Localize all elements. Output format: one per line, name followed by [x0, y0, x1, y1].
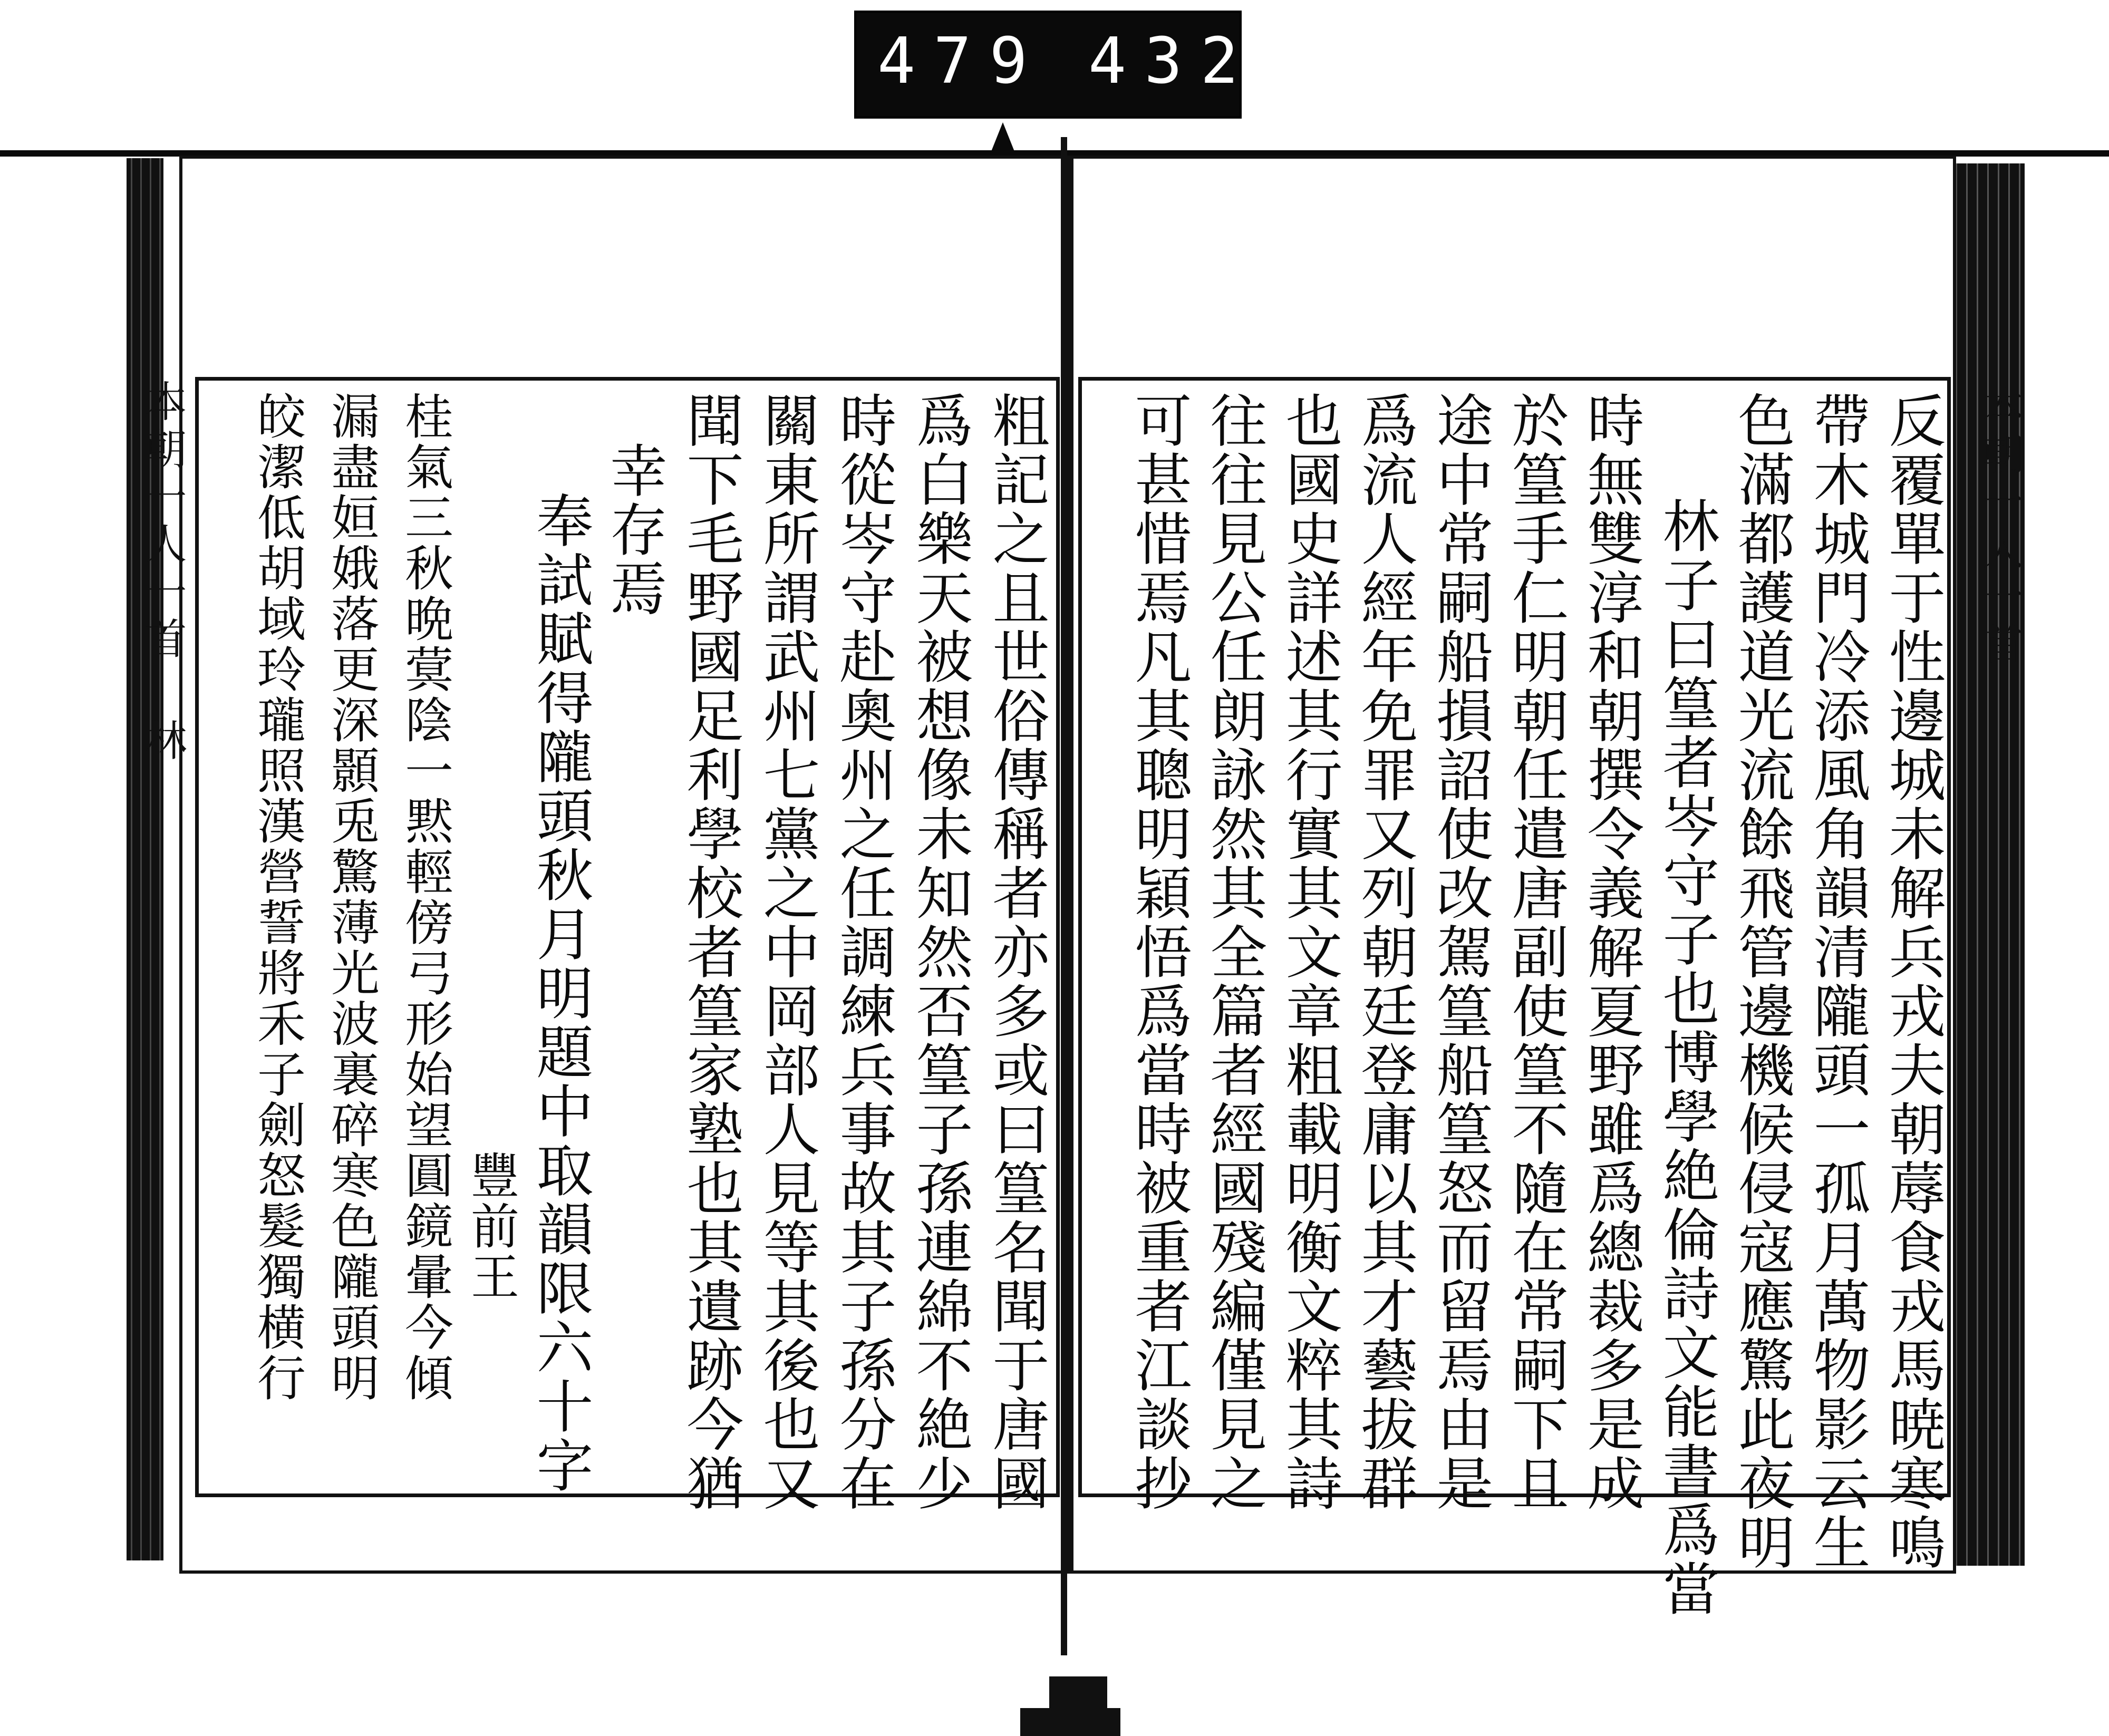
- text-column: 粗記之且世俗傳稱者亦多或曰篁名聞于唐國: [983, 391, 1049, 1513]
- left-book-edge: [127, 158, 163, 1560]
- film-frame-label: [854, 11, 1312, 119]
- text-column: 林子曰篁者岑守子也博學絶倫詩文能書爲當: [1653, 497, 1719, 1618]
- poem-line: 桂氣三秋晩蓂陰一黙輕傍弓形始望圓鏡暈今傾: [397, 391, 453, 1403]
- text-column: 關東所謂武州七黨之中岡部人見等其後也又: [753, 391, 819, 1513]
- text-column: 可甚惜焉凡其聰明穎悟爲當時被重者江談抄: [1125, 391, 1191, 1513]
- text-column: 幸存焉: [601, 441, 666, 618]
- text-column: 色滿都護道光流餘飛管邊機候侵寇應驚此夜明: [1728, 391, 1794, 1572]
- text-column: 往往見公任朗詠然其全篇者經國殘編僅見之: [1201, 391, 1266, 1513]
- text-column: 時無雙淳和朝撰令義解夏野雖爲總裁多是成: [1578, 391, 1643, 1513]
- right-text-frame: [1078, 377, 1951, 1618]
- frame-number-b: 432.: [1088, 25, 1312, 98]
- poem-line: 漏盡姮娥落更深顥兎驚薄光波裏碎寒色隴頭明: [323, 391, 380, 1403]
- poem-title: 奉試賦得隴頭秋月明題中取韻限六十字: [527, 491, 593, 1495]
- text-column: 爲流人經年免罪又列朝廷登庸以其才藝拔群: [1351, 391, 1417, 1513]
- poet-name: 豐前王: [463, 1150, 519, 1302]
- frame-number-a: 479: [877, 25, 1046, 98]
- text-column: 時從岑守赴奧州之任調練兵事故其子孫分在: [830, 391, 896, 1513]
- poem-line: 皎潔低胡域玲瓏照漢營誓將禾子劍怒髮獨横行: [249, 391, 306, 1403]
- right-margin-title: 本朝一人一首: [1975, 385, 2024, 670]
- book-spine: [1061, 137, 1067, 1655]
- right-book-edge: [1951, 163, 2025, 1566]
- text-column: 聞下毛野國足利學校者篁家塾也其遺跡今猶: [677, 391, 743, 1513]
- spine-clip-base: [1020, 1708, 1120, 1736]
- text-column: 反覆單于性邊城未解兵戎夫朝蓐食戎馬暁寒鳴: [1879, 391, 1945, 1572]
- text-column: 也國史詳述其行實其文章粗載明衡文粹其詩: [1276, 391, 1342, 1513]
- left-text-frame: [195, 377, 1060, 1513]
- text-column: 帶木城門冷添風角韻清隴頭一孤月萬物影云生: [1804, 391, 1870, 1572]
- text-column: 於篁手仁明朝任遣唐副使篁不隨在常嗣下且: [1502, 391, 1568, 1513]
- left-margin-title: 本朝一人一首 林: [138, 380, 187, 766]
- text-column: 途中常嗣船損詔使改駕篁船篁怒而留焉由是: [1427, 391, 1493, 1513]
- frame-marker-arrow: [991, 122, 1014, 151]
- text-column: 爲白樂天被想像未知然否篁子孫連綿不絶少: [906, 391, 972, 1513]
